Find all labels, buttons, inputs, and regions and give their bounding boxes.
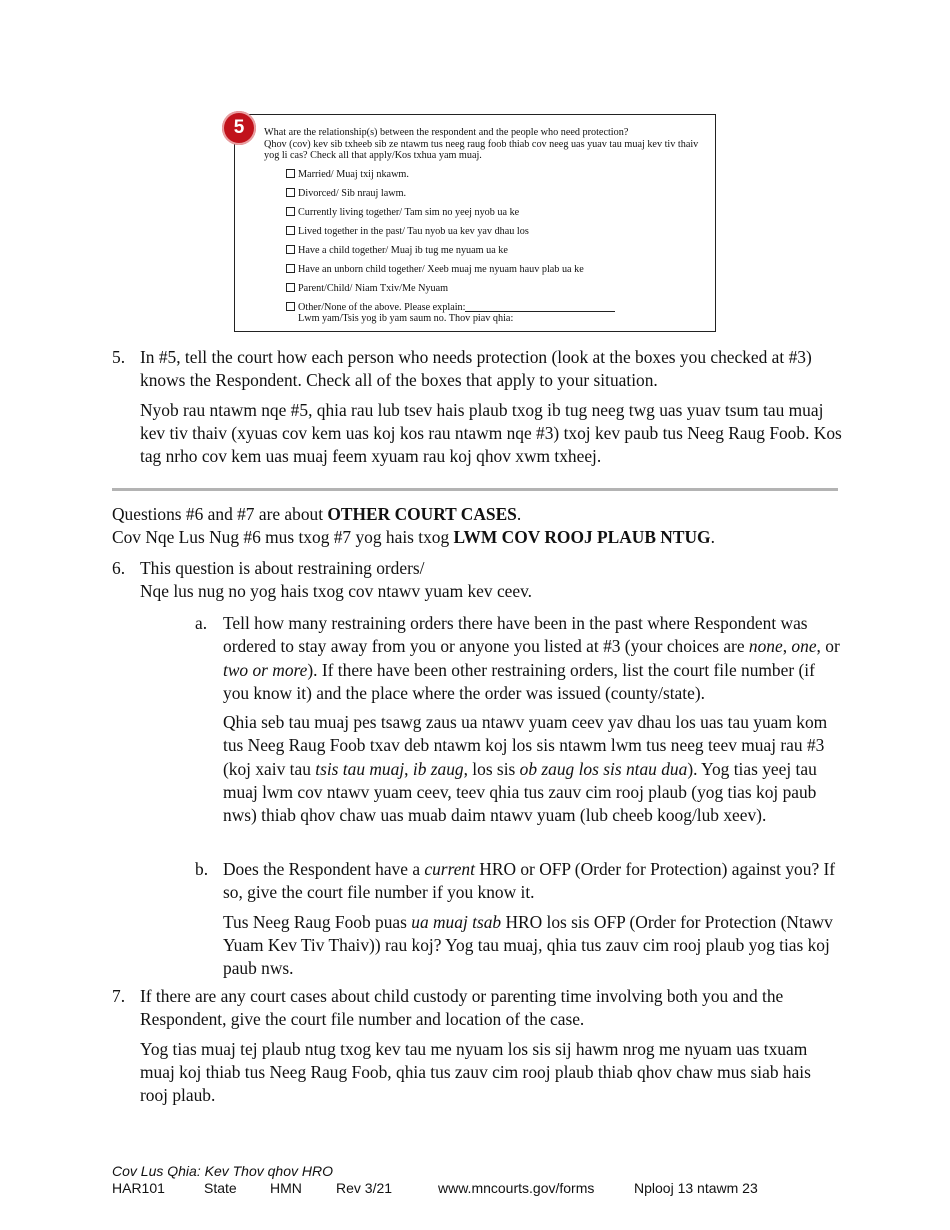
form-question-en: What are the relationship(s) between the respondent and the people who need protection?	[264, 127, 629, 138]
form-option: Have an unborn child together/ Xeeb muaj me nyuam hauv plab ua ke	[286, 264, 615, 283]
footer-revision: Rev 3/21	[336, 1180, 393, 1196]
item-7-en: If there are any court cases about child custody or parenting time involving both you and the Respondent, give the court file number and location of the case.	[140, 986, 784, 1030]
checkbox-icon	[286, 169, 295, 178]
form-option: Parent/Child/ Niam Txiv/Me Nyuam	[286, 283, 615, 302]
item-6b-hmn: Tus Neeg Raug Foob puas ua muaj tsab HRO los sis OFP (Order for Protection (Ntawv Yuam Kev Tiv Thaiv)) rau koj? Yog tau muaj, qhia tus zauv cim rooj plaub yog tias koj paub nws.	[223, 911, 833, 979]
footer-title: Cov Lus Qhia: Kev Thov qhov HRO	[112, 1163, 333, 1179]
checkbox-icon	[286, 302, 295, 311]
form-option-other-hmn: Lwm yam/Tsis yog ib yam saum no. Thov piav qhia:	[298, 313, 514, 324]
item-6a-en: Tell how many restraining orders there have been in the past where Respondent was ordered to stay away from you or anyone you listed at #3 (your choices are none, one, or two or more). If there have been other restraining orders, list the court file number (if you know it) and the place where the order was issued (county/state).	[223, 613, 840, 703]
item-7-number: 7.	[112, 986, 126, 1006]
form-option: Have a child together/ Muaj ib tug me nyuam ua ke	[286, 245, 615, 264]
form-option: Divorced/ Sib nrauj lawm.	[286, 188, 615, 207]
checkbox-icon	[286, 207, 295, 216]
section-intro-en: Questions #6 and #7 are about OTHER COURT CASES.	[112, 504, 522, 524]
item-7	[140, 985, 840, 1107]
footer-page-number: Nplooj 13 ntawm 23	[634, 1180, 758, 1196]
checkbox-icon	[286, 264, 295, 273]
item-5	[140, 346, 845, 468]
explain-blank-line	[465, 311, 615, 312]
item-5-en: In #5, tell the court how each person who needs protection (look at the boxes you checked at #3) knows the Respondent. Check all of the boxes that apply to your situation.	[140, 347, 812, 391]
item-6b-letter: b.	[195, 859, 209, 879]
section-intro	[112, 503, 842, 550]
item-5-number: 5.	[112, 347, 126, 367]
footer-url: www.mncourts.gov/forms	[438, 1180, 595, 1196]
item-6-hmn: Nqe lus nug no yog hais txog cov ntawv yuam kev ceev.	[140, 581, 533, 602]
checkbox-icon	[286, 188, 295, 197]
item-6-en: This question is about restraining orders/	[140, 558, 425, 578]
item-5-hmn: Nyob rau ntawm nqe #5, qhia rau lub tsev hais plaub txog ib tug neeg twg uas yuav tsum tau muaj kev tiv thaiv (xyuas cov kem uas koj kos rau ntawm nqe #3) txoj kev paub tus Neeg Raug Foob. Kos tag nrho cov kem uas muaj feem xyuam rau koj qhov xwm txheej.	[140, 399, 842, 467]
form-option-other: Other/None of the above. Please explain:	[286, 302, 615, 321]
item-7-hmn: Yog tias muaj tej plaub ntug txog kev tau me nyuam los sis sij hawm nrog me nyuam uas txuam muaj koj thiab tus Neeg Raug Foob, qhia tus zauv cim rooj plaub thiab qhov chaw mus siab hais rooj plaub.	[140, 1038, 811, 1106]
item-6b	[223, 858, 843, 980]
item-6a-hmn: Qhia seb tau muaj pes tsawg zaus ua ntawv yuam ceev yav dhau los uas tau yuam kom tus Neeg Raug Foob txav deb ntawm koj los sis ntawm lwm tus neeg teev muaj rau #3 (koj xaiv tau tsis tau muaj, ib zaug, los sis ob zaug los sis ntau dua). Yog tias yeej tau muaj lwm cov ntawv yuam ceev, teev qhia tus zauv cim rooj plaub (yog tias koj paub nws) thiab qhov chaw uas muab daim ntawv yuam (lub cheeb koog/lub xeev).	[223, 712, 828, 826]
checkbox-icon	[286, 226, 295, 235]
form-option: Currently living together/ Tam sim no yeej nyob ua ke	[286, 207, 615, 226]
footer-form-id: HAR101	[112, 1180, 165, 1196]
footer-language: HMN	[270, 1180, 302, 1196]
checkbox-icon	[286, 245, 295, 254]
item-6-number: 6.	[112, 558, 126, 578]
question-number-badge: 5	[222, 111, 256, 145]
section-intro-hmn: Cov Nqe Lus Nug #6 mus txog #7 yog hais txog LWM COV ROOJ PLAUB NTUG.	[112, 527, 715, 548]
item-6b-en: Does the Respondent have a current HRO or OFP (Order for Protection) against you? If so, give the court file number if you know it.	[223, 859, 836, 903]
section-divider	[112, 488, 838, 491]
item-6a-letter: a.	[195, 613, 208, 633]
footer-jurisdiction: State	[204, 1180, 237, 1196]
form-excerpt-question	[264, 127, 704, 162]
form-question-hmn: Qhov (cov) kev sib txheeb sib ze ntawm tus neeg raug foob thiab cov neeg uas yuav tau muaj kev tiv thaiv yog li cas? Check all that apply/Kos txhua yam muaj.	[264, 138, 699, 161]
form-option: Lived together in the past/ Tau nyob ua kev yav dhau los	[286, 226, 615, 245]
item-6a	[223, 612, 843, 828]
page-footer	[112, 1163, 758, 1197]
form-option: Married/ Muaj txij nkawm.	[286, 169, 615, 188]
footer-info-row	[112, 1180, 758, 1197]
form-options-list	[286, 169, 615, 332]
item-6	[140, 557, 840, 604]
checkbox-icon	[286, 283, 295, 292]
